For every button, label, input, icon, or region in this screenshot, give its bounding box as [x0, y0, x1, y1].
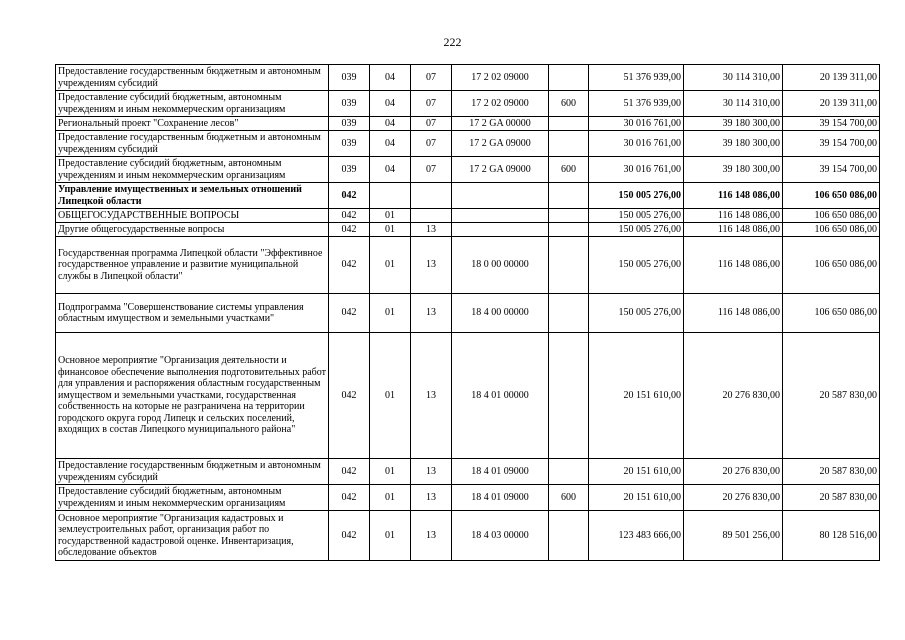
cell-amount-2: 116 148 086,00: [684, 183, 783, 209]
cell-amount-3: 39 154 700,00: [783, 157, 880, 183]
cell-ministry: 042: [329, 333, 370, 459]
cell-section: 04: [370, 117, 411, 131]
table-row: [56, 183, 880, 209]
cell-target-article: 17 2 02 09000: [452, 65, 549, 91]
cell-amount-2: 39 180 300,00: [684, 131, 783, 157]
cell-target-article: 17 2 GA 09000: [452, 131, 549, 157]
cell-section: 01: [370, 294, 411, 333]
cell-expense-type: [549, 223, 589, 237]
cell-ministry: 042: [329, 511, 370, 561]
cell-amount-3: 80 128 516,00: [783, 511, 880, 561]
cell-ministry: 042: [329, 209, 370, 223]
cell-target-article: [452, 183, 549, 209]
cell-section: 04: [370, 65, 411, 91]
cell-ministry: 042: [329, 459, 370, 485]
cell-subsection: 13: [411, 294, 452, 333]
cell-name: Основное мероприятие "Организация кадастровых и землеустроительных работ, организация работ по государственной кадастровой оценке. Инвентаризация, обследование объектов: [56, 511, 329, 561]
cell-target-article: 18 4 00 00000: [452, 294, 549, 333]
cell-section: 04: [370, 91, 411, 117]
cell-name: Предоставление субсидий бюджетным, автономным учреждениям и иным некоммерческим организациям: [56, 485, 329, 511]
cell-amount-1: 30 016 761,00: [589, 131, 684, 157]
table-row: [56, 209, 880, 223]
cell-name: Государственная программа Липецкой области "Эффективное государственное управление и развитие муниципальной службы в Липецкой области": [56, 237, 329, 294]
cell-section: [370, 183, 411, 209]
cell-target-article: 18 0 00 00000: [452, 237, 549, 294]
cell-expense-type: [549, 459, 589, 485]
cell-ministry: 039: [329, 117, 370, 131]
cell-amount-2: 89 501 256,00: [684, 511, 783, 561]
cell-section: 04: [370, 157, 411, 183]
table-row: [56, 294, 880, 333]
table-row: [56, 237, 880, 294]
table-row: [56, 333, 880, 459]
cell-amount-2: 30 114 310,00: [684, 65, 783, 91]
cell-name: Подпрограмма "Совершенствование системы управления областным имуществом и земельными участками": [56, 294, 329, 333]
cell-amount-2: 116 148 086,00: [684, 223, 783, 237]
cell-subsection: 07: [411, 131, 452, 157]
cell-amount-2: 39 180 300,00: [684, 157, 783, 183]
cell-name: Предоставление государственным бюджетным и автономным учреждениям субсидий: [56, 65, 329, 91]
cell-section: 01: [370, 209, 411, 223]
cell-expense-type: 600: [549, 485, 589, 511]
cell-ministry: 039: [329, 91, 370, 117]
cell-amount-2: 116 148 086,00: [684, 209, 783, 223]
cell-expense-type: [549, 183, 589, 209]
cell-name: Предоставление государственным бюджетным и автономным учреждениям субсидий: [56, 131, 329, 157]
table-row: [56, 157, 880, 183]
cell-ministry: 042: [329, 223, 370, 237]
cell-section: 04: [370, 131, 411, 157]
cell-amount-1: 30 016 761,00: [589, 117, 684, 131]
cell-name: Предоставление субсидий бюджетным, автономным учреждениям и иным некоммерческим организациям: [56, 157, 329, 183]
table-row: [56, 223, 880, 237]
cell-name: Региональный проект "Сохранение лесов": [56, 117, 329, 131]
cell-name: Предоставление субсидий бюджетным, автономным учреждениям и иным некоммерческим организациям: [56, 91, 329, 117]
cell-subsection: 13: [411, 333, 452, 459]
cell-subsection: 07: [411, 91, 452, 117]
cell-amount-1: 150 005 276,00: [589, 183, 684, 209]
cell-subsection: 07: [411, 157, 452, 183]
cell-expense-type: [549, 333, 589, 459]
cell-expense-type: [549, 131, 589, 157]
budget-table: [55, 64, 880, 561]
cell-amount-3: 20 587 830,00: [783, 485, 880, 511]
cell-target-article: 17 2 02 09000: [452, 91, 549, 117]
cell-amount-1: 51 376 939,00: [589, 65, 684, 91]
table-row: [56, 117, 880, 131]
cell-expense-type: 600: [549, 157, 589, 183]
cell-section: 01: [370, 485, 411, 511]
cell-expense-type: [549, 237, 589, 294]
cell-subsection: 13: [411, 237, 452, 294]
cell-target-article: 18 4 03 00000: [452, 511, 549, 561]
cell-amount-3: 39 154 700,00: [783, 117, 880, 131]
table-row: [56, 91, 880, 117]
cell-amount-1: 150 005 276,00: [589, 237, 684, 294]
cell-subsection: 13: [411, 459, 452, 485]
cell-amount-1: 123 483 666,00: [589, 511, 684, 561]
cell-name: Управление имущественных и земельных отношений Липецкой области: [56, 183, 329, 209]
cell-amount-1: 20 151 610,00: [589, 459, 684, 485]
cell-amount-3: 106 650 086,00: [783, 223, 880, 237]
page-number: 222: [443, 35, 462, 49]
cell-target-article: 18 4 01 09000: [452, 459, 549, 485]
cell-amount-1: 20 151 610,00: [589, 333, 684, 459]
cell-section: 01: [370, 459, 411, 485]
cell-amount-3: 20 587 830,00: [783, 459, 880, 485]
cell-amount-1: 51 376 939,00: [589, 91, 684, 117]
cell-section: 01: [370, 223, 411, 237]
cell-name: ОБЩЕГОСУДАРСТВЕННЫЕ ВОПРОСЫ: [56, 209, 329, 223]
cell-amount-3: 39 154 700,00: [783, 131, 880, 157]
cell-expense-type: [549, 65, 589, 91]
cell-subsection: [411, 183, 452, 209]
cell-target-article: [452, 223, 549, 237]
cell-expense-type: [549, 511, 589, 561]
cell-name: Предоставление государственным бюджетным и автономным учреждениям субсидий: [56, 459, 329, 485]
table-row: [56, 131, 880, 157]
cell-amount-1: 150 005 276,00: [589, 223, 684, 237]
cell-subsection: 07: [411, 117, 452, 131]
cell-subsection: 13: [411, 485, 452, 511]
cell-amount-2: 20 276 830,00: [684, 333, 783, 459]
cell-ministry: 042: [329, 485, 370, 511]
table-row: [56, 485, 880, 511]
cell-ministry: 042: [329, 183, 370, 209]
cell-ministry: 039: [329, 65, 370, 91]
cell-amount-3: 20 587 830,00: [783, 333, 880, 459]
cell-section: 01: [370, 333, 411, 459]
cell-target-article: 18 4 01 00000: [452, 333, 549, 459]
cell-ministry: 039: [329, 157, 370, 183]
cell-amount-2: 20 276 830,00: [684, 485, 783, 511]
cell-ministry: 042: [329, 237, 370, 294]
cell-amount-1: 150 005 276,00: [589, 294, 684, 333]
cell-amount-2: 116 148 086,00: [684, 237, 783, 294]
cell-subsection: 07: [411, 65, 452, 91]
cell-target-article: 17 2 GA 09000: [452, 157, 549, 183]
cell-amount-1: 150 005 276,00: [589, 209, 684, 223]
cell-ministry: 042: [329, 294, 370, 333]
budget-table-body: [56, 65, 880, 561]
cell-amount-3: 106 650 086,00: [783, 294, 880, 333]
cell-section: 01: [370, 237, 411, 294]
cell-expense-type: 600: [549, 91, 589, 117]
cell-amount-3: 20 139 311,00: [783, 65, 880, 91]
cell-subsection: [411, 209, 452, 223]
cell-expense-type: [549, 294, 589, 333]
cell-expense-type: [549, 117, 589, 131]
cell-amount-2: 20 276 830,00: [684, 459, 783, 485]
cell-ministry: 039: [329, 131, 370, 157]
cell-name: Основное мероприятие "Организация деятельности и финансовое обеспечение выполнения подготовительных работ для управления и распоряжения областным государственным имуществом и земельными участками, государственная собственность на которые не разграничена на территории городского округа город Липецк и сельских поселений, входящих в состав Липецкого муниципального района": [56, 333, 329, 459]
cell-subsection: 13: [411, 511, 452, 561]
table-row: [56, 511, 880, 561]
cell-target-article: 18 4 01 09000: [452, 485, 549, 511]
cell-amount-1: 30 016 761,00: [589, 157, 684, 183]
cell-section: 01: [370, 511, 411, 561]
cell-amount-1: 20 151 610,00: [589, 485, 684, 511]
cell-amount-3: 106 650 086,00: [783, 183, 880, 209]
cell-amount-3: 106 650 086,00: [783, 209, 880, 223]
cell-amount-2: 30 114 310,00: [684, 91, 783, 117]
cell-amount-2: 39 180 300,00: [684, 117, 783, 131]
cell-amount-3: 20 139 311,00: [783, 91, 880, 117]
cell-amount-2: 116 148 086,00: [684, 294, 783, 333]
table-row: [56, 459, 880, 485]
cell-name: Другие общегосударственные вопросы: [56, 223, 329, 237]
cell-expense-type: [549, 209, 589, 223]
table-row: [56, 65, 880, 91]
cell-amount-3: 106 650 086,00: [783, 237, 880, 294]
cell-target-article: 17 2 GA 00000: [452, 117, 549, 131]
cell-target-article: [452, 209, 549, 223]
cell-subsection: 13: [411, 223, 452, 237]
